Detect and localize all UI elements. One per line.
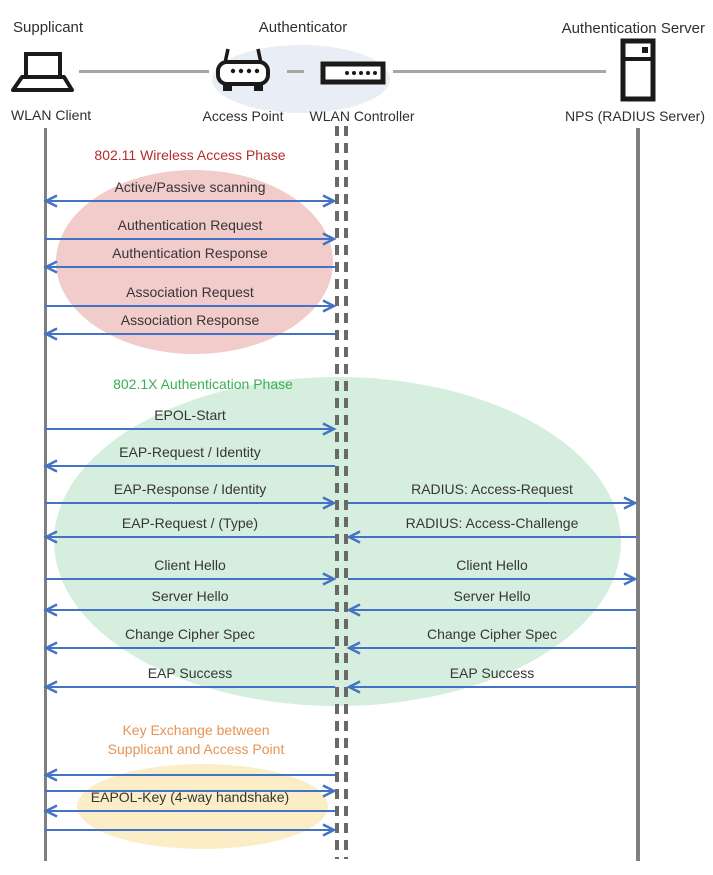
device-label-wlan-client: WLAN Client [11, 107, 92, 123]
role-label-authentication-server: Authentication Server [561, 20, 705, 37]
message-arrow [45, 326, 335, 342]
message-label: EAPOL-Key (4-way handshake) [90, 789, 290, 805]
message-arrow [45, 421, 335, 437]
message-arrow [45, 458, 335, 474]
message-label: RADIUS: Access-Request [411, 481, 573, 497]
message-arrow [45, 640, 335, 656]
message-arrow [45, 803, 335, 819]
message-label: Server Hello [453, 588, 531, 604]
phase-title-dot1x: 802.1X Authentication Phase [113, 376, 293, 392]
message-label: Authentication Request [117, 217, 263, 233]
message-label: EAP-Request / Identity [119, 444, 261, 460]
message-arrow [45, 193, 335, 209]
message-arrow [45, 571, 335, 587]
device-label-access-point: Access Point [202, 108, 284, 124]
message-label: Client Hello [154, 557, 226, 573]
message-label: Active/Passive scanning [114, 179, 266, 195]
role-label-supplicant: Supplicant [13, 19, 84, 36]
message-arrow [45, 767, 335, 783]
message-label: EAP-Response / Identity [113, 481, 267, 497]
phase-title-keyexchange-line2: Supplicant and Access Point [107, 741, 285, 757]
phase-title-keyexchange-line1: Key Exchange between [122, 722, 270, 738]
message-arrow [348, 640, 636, 656]
message-label: EPOL-Start [154, 407, 226, 423]
message-label: Change Cipher Spec [125, 626, 255, 642]
message-arrow [45, 602, 335, 618]
message-arrow [45, 495, 335, 511]
message-label: Server Hello [151, 588, 229, 604]
message-arrow [45, 822, 335, 838]
message-label: RADIUS: Access-Challenge [405, 515, 579, 531]
message-arrow [45, 679, 335, 695]
message-arrow [348, 679, 636, 695]
message-label: Association Response [120, 312, 260, 328]
role-label-authenticator: Authenticator [258, 19, 348, 36]
message-arrow [348, 571, 636, 587]
message-label: Change Cipher Spec [427, 626, 557, 642]
device-label-wlan-controller: WLAN Controller [309, 108, 415, 124]
phase-title-wireless: 802.11 Wireless Access Phase [94, 147, 286, 163]
message-arrow [45, 529, 335, 545]
message-label: Authentication Response [112, 245, 268, 261]
message-arrow [45, 259, 335, 275]
message-label: Association Request [126, 284, 254, 300]
device-label-nps: NPS (RADIUS Server) [564, 108, 705, 124]
message-arrow [348, 529, 636, 545]
message-label: EAP Success [449, 665, 535, 681]
message-label: EAP Success [147, 665, 233, 681]
message-label: Client Hello [456, 557, 528, 573]
message-label: EAP-Request / (Type) [121, 515, 259, 531]
message-arrow [348, 495, 636, 511]
message-arrow [348, 602, 636, 618]
